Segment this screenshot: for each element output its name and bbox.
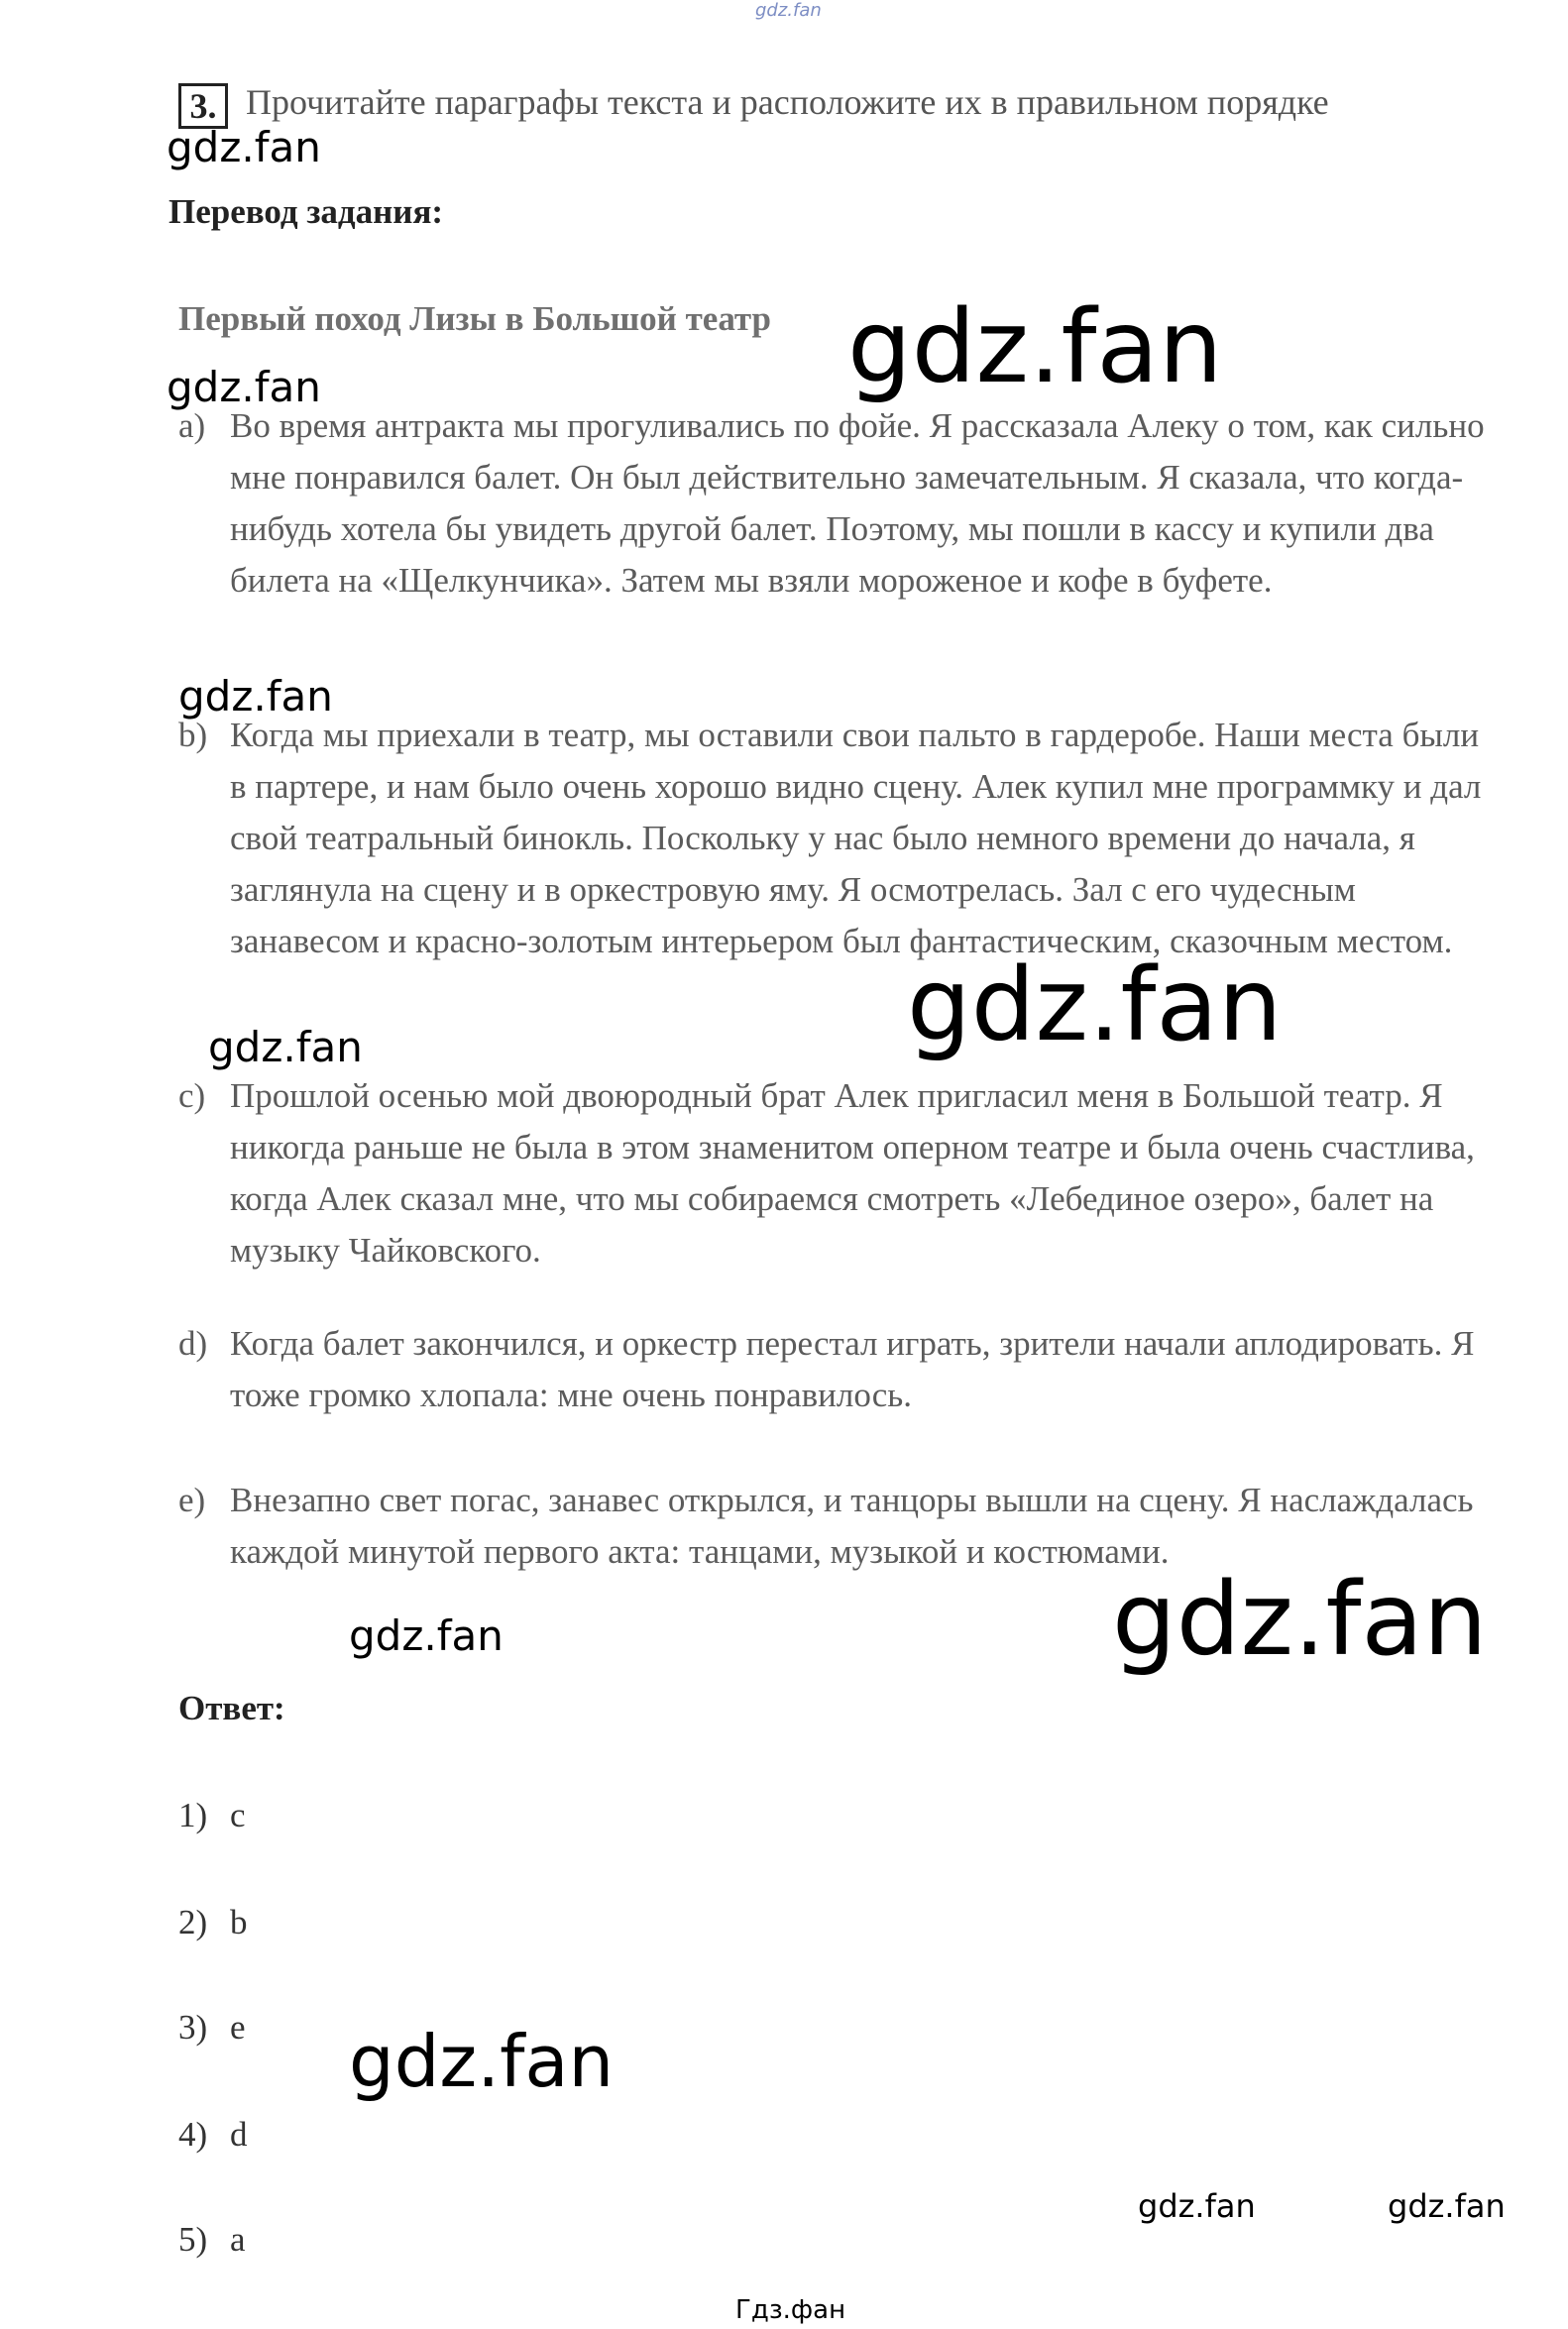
answer-item [178, 2008, 246, 2048]
watermark: gdz.fan [208, 1023, 363, 1071]
story-paragraph-a [178, 400, 1487, 607]
story-paragraph-c [178, 1070, 1487, 1276]
watermark: gdz.fan [167, 123, 321, 171]
answer-item [178, 2115, 248, 2155]
paragraph-text: Прошлой осенью мой двоюродный брат Алек пригласил меня в Большой театр. Я никогда раньше не была в этом знаменитом оперном театре и была очень счастлива, когда Алек сказал мне, что мы собираемся смотреть «Лебединое озеро», балет на музыку Чайковского. [230, 1076, 1475, 1270]
paragraph-text: Во время антракта мы прогуливались по фойе. Я рассказала Алеку о том, как сильно мне понравился балет. Он был действительно замечательным. Я сказала, что когда-нибудь хотела бы увидеть другой балет. Поэтому, мы пошли в кассу и купили два билета на «Щелкунчика». Затем мы взяли мороженое и кофе в буфете. [230, 406, 1485, 600]
answer-value: c [230, 1796, 246, 1834]
watermark: gdz.fan [1138, 2187, 1256, 2225]
watermark: gdz.fan [1388, 2187, 1506, 2225]
paragraph-text: Внезапно свет погас, занавес открылся, и танцоры вышли на сцену. Я наслаждалась каждой минутой первого акта: танцами, музыкой и костюмами. [230, 1481, 1474, 1571]
answer-number: 2) [178, 1903, 208, 1941]
answer-item [178, 1796, 246, 1835]
story-paragraph-b [178, 710, 1487, 967]
story-paragraph-d [178, 1318, 1487, 1421]
answer-number: 4) [178, 2115, 208, 2154]
answer-number: 3) [178, 2008, 208, 2047]
answer-number: 5) [178, 2220, 208, 2259]
answer-value: e [230, 2008, 246, 2047]
answer-item [178, 1903, 248, 1942]
translation-heading: Перевод задания: [168, 192, 444, 231]
answer-value: b [230, 1903, 248, 1941]
task-number-box: 3. [178, 83, 228, 129]
watermark: gdz.fan [349, 1611, 504, 1660]
answer-value: a [230, 2220, 246, 2259]
paragraph-text: Когда мы приехали в театр, мы оставили свои пальто в гардеробе. Наши места были в партере, и нам было очень хорошо видно сцену. Алек купил мне программку и дал свой театральный бинокль. Поскольку у нас было немного времени до начала, я заглянула на сцену и в оркестровую яму. Я осмотрелась. Зал с его чудесным занавесом и красно-золотым интерьером был фантастическим, сказочным местом. [230, 716, 1482, 960]
answer-item [178, 2220, 246, 2260]
watermark: gdz.fan [178, 672, 333, 721]
paragraph-letter: e) [178, 1481, 206, 1519]
answer-number: 1) [178, 1796, 208, 1834]
paragraph-letter: a) [178, 406, 206, 445]
watermark: gdz.fan [847, 288, 1223, 406]
watermark: gdz.fan [349, 2020, 615, 2103]
story-title: Первый поход Лизы в Большой театр [178, 299, 772, 338]
paragraph-letter: c) [178, 1076, 206, 1115]
answer-value: d [230, 2115, 248, 2154]
watermark: gdz.fan [1112, 1561, 1488, 1679]
watermark: gdz.fan [907, 946, 1283, 1064]
paragraph-letter: b) [178, 716, 208, 754]
paragraph-text: Когда балет закончился, и оркестр перестал играть, зрители начали аплодировать. Я тоже громко хлопала: мне очень понравилось. [230, 1324, 1475, 1414]
paragraph-letter: d) [178, 1324, 208, 1363]
answer-heading: Ответ: [178, 1689, 285, 1727]
task-instruction: Прочитайте параграфы текста и расположите их в правильном порядке [246, 82, 1329, 122]
footer-watermark: Гдз.фан [735, 2295, 846, 2325]
watermark: gdz.fan [167, 363, 321, 411]
top-watermark: gdz.fan [755, 0, 822, 21]
